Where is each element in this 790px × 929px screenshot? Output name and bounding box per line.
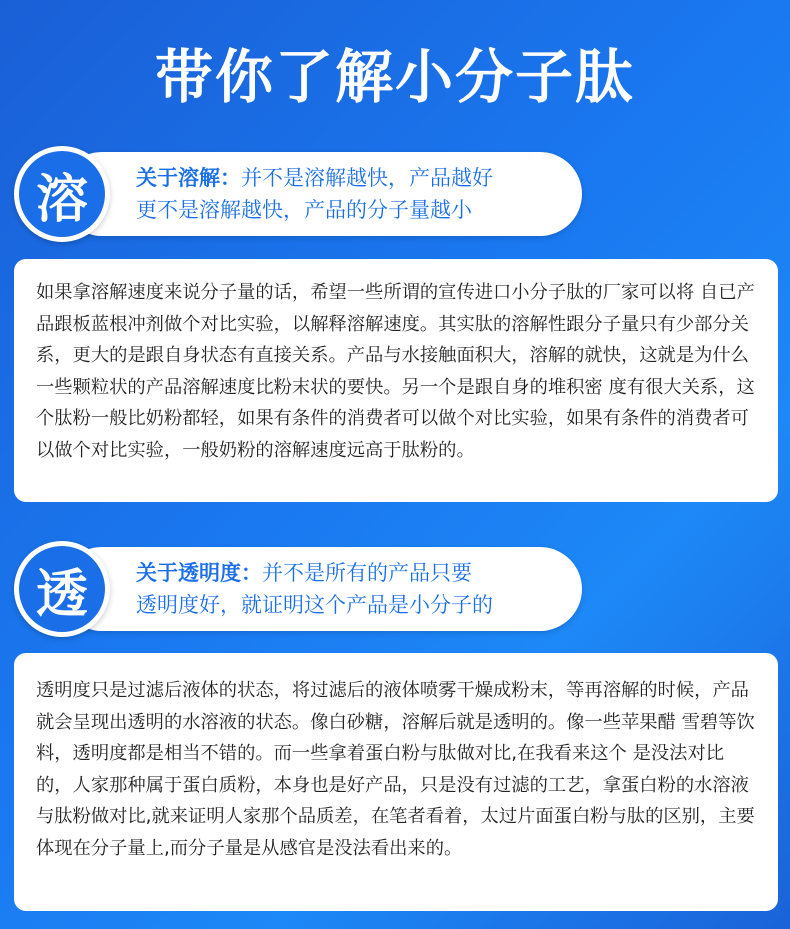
content-text: 透明度只是过滤后液体的状态，将过滤后的液体喷雾干燥成粉末，等再溶解的时候，产品就会呈现出透明的水溶液的状态。像白砂糖，溶解后就是透明的。像一些苹果醋 雪碧等饮料，透明度都是相当不错的。而一些拿着蛋白粉与肽做对比,在我看来这个 是没法对比的，人家那种属于蛋白质粉，本身也是好产品，只是没有过滤的工艺，拿蛋白粉的水溶液与肽粉做对比,就来证明人家那个品质差，在笔者看着，太过片面蛋白粉与肽的区别，主要体现在分子量上,而分子量是从感官是没法看出来的。: [36, 680, 755, 859]
header-text: [136, 557, 568, 621]
section-header-transparency: [14, 541, 584, 637]
page-title: 带你了解小分子肽: [154, 43, 635, 111]
header-line-2: 更不是溶解越快，产品的分子量越小: [136, 198, 472, 222]
header-key: 关于溶解：: [136, 166, 241, 190]
header-line-1-text: 并不是所有的产品只要: [262, 561, 472, 585]
header-line-1: [136, 162, 568, 194]
badge-transparency-icon: 透: [14, 541, 110, 637]
badge-dissolve-icon: 溶: [14, 146, 110, 242]
content-card-dissolve: [14, 259, 778, 502]
header-line-1: [136, 557, 568, 589]
content-text: 如果拿溶解速度来说分子量的话，希望一些所谓的宣传进口小分子肽的厂家可以将 自已产品跟板蓝根冲剂做个对比实验，以解释溶解速度。其实肽的溶解性跟分子量只有少部分关系，更大的是跟自身状态有直接关系。产品与水接触面积大，溶解的就快，这就是为什么一些颗粒状的产品溶解速度比粉末状的要快。另一个是跟自身的堆积密 度有很大关系，这个肽粉一般比奶粉都轻，如果有条件的消费者可以做个对比实验，如果有条件的消费者可以做个对比实验，一般奶粉的溶解速度远高于肽粉的。: [36, 282, 755, 461]
header-text: [136, 162, 568, 226]
section-header-dissolve: [14, 146, 584, 242]
content-card-transparency: [14, 653, 778, 911]
header-key: 关于透明度：: [136, 561, 262, 585]
header-line-2: 透明度好，就证明这个产品是小分子的: [136, 593, 493, 617]
header-line-1-text: 并不是溶解越快，产品越好: [241, 166, 493, 190]
